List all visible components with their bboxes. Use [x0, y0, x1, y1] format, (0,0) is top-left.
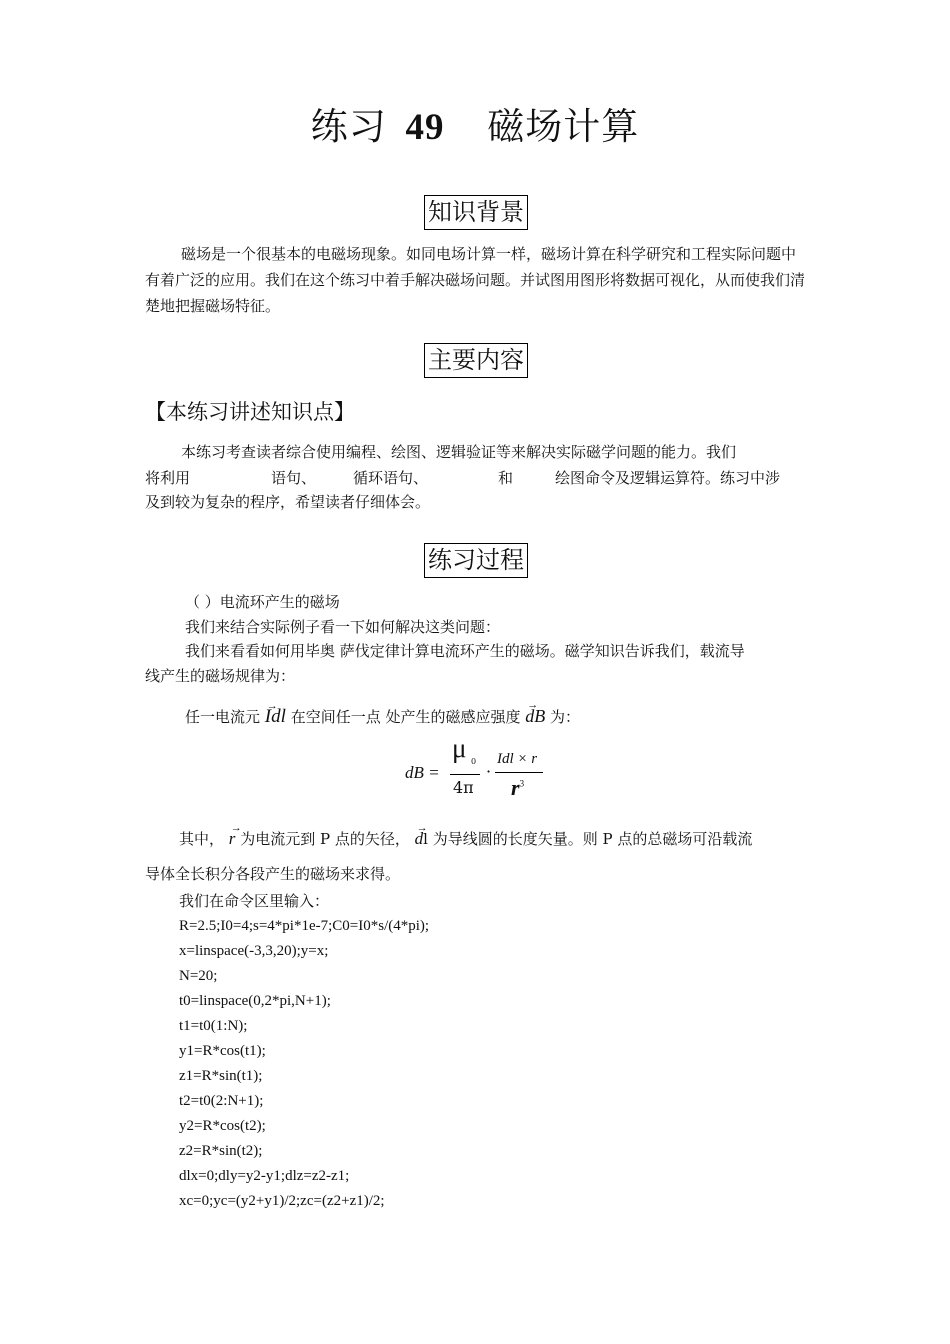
element-text-b: 在空间任一点 处产生的磁感应强度 [290, 708, 521, 726]
where-line-2: 导体全长积分各段产生的磁场来求得。 [145, 865, 401, 883]
where-text-b: 为电流元到 P 点的矢径， [240, 830, 410, 848]
code-line: xc=0;yc=(y2+y1)/2;zc=(z2+z1)/2; [179, 1193, 385, 1209]
code-line: t1=t0(1:N); [179, 1018, 248, 1034]
formula-exponent: 3 [519, 778, 525, 789]
title-prefix: 练习 [310, 105, 387, 148]
code-line: dlx=0;dly=y2-y1;dlz=z2-z1; [179, 1168, 350, 1184]
element-text-a: 任一电流元 [185, 708, 261, 726]
law-line-1: 我们来看看如何用毕奥 萨伐定律计算电流环产生的磁场。磁学知识告诉我们，载流导 [185, 642, 745, 660]
formula-denominator-1: 4π [453, 778, 474, 797]
code-line: y2=R*cos(t2); [179, 1118, 266, 1134]
biot-savart-formula [405, 733, 555, 803]
formula-mu-subscript: 0 [471, 757, 477, 766]
where-text-a: 其中， [179, 830, 225, 848]
code-line: N=20; [179, 968, 218, 984]
input-prompt: 我们在命令区里输入： [179, 892, 330, 910]
where-symbol-d: → d [415, 829, 424, 849]
code-line: t0=linspace(0,2*pi,N+1); [179, 993, 331, 1009]
formula-numerator-2: Idl × r [497, 751, 538, 767]
knowledge-heading: 【本练习讲述知识点】 [145, 400, 355, 424]
title-number: 49 [405, 107, 445, 148]
code-line: t2=t0(2:N+1); [179, 1093, 264, 1109]
process-intro: 我们来结合实际例子看一下如何解决这类问题： [185, 618, 501, 636]
formula-fraction-bar-2 [495, 772, 543, 773]
code-line: z2=R*sin(t2); [179, 1143, 263, 1159]
knowledge-line-2-a: 将利用 [145, 469, 191, 487]
formula-lhs: dB = [405, 763, 440, 782]
law-line-2: 线产生的磁场规律为： [145, 667, 296, 685]
code-line: y1=R*cos(t1); [179, 1043, 266, 1059]
title-text: 磁场计算 [487, 105, 640, 148]
element-symbol-idl: → Idl [265, 707, 286, 727]
where-text-c: l 为导线圆的长度矢量。则 P 点的总磁场可沿载流 [423, 830, 753, 848]
element-symbol-db: → dB [525, 706, 545, 726]
process-item-1: （ ）电流环产生的磁场 [185, 593, 340, 611]
current-element-line [185, 706, 580, 727]
formula-mu: μ [452, 733, 467, 763]
section-heading-content: 主要内容 [424, 343, 528, 378]
code-line: z1=R*sin(t1); [179, 1068, 263, 1084]
knowledge-line-2-c: 循环语句、 [353, 469, 429, 487]
page-title [0, 96, 950, 150]
formula-fraction-bar-1 [450, 774, 480, 775]
background-paragraph: 磁场是一个很基本的电磁场现象。如同电场计算一样，磁场计算在科学研究和工程实际问题中有着广泛的应用。我们在这个练习中着手解决磁场问题。并试图用图形将数据可视化，从而使我们清楚地把握磁场特征。 [145, 245, 806, 315]
formula-denominator-2 [511, 775, 524, 801]
where-line-1 [179, 829, 752, 849]
code-line: x=linspace(-3,3,20);y=x; [179, 943, 329, 959]
element-text-c: 为： [550, 708, 581, 726]
section-heading-background: 知识背景 [424, 195, 528, 230]
where-symbol-r: → r [229, 829, 236, 849]
formula-r: r [511, 775, 520, 800]
knowledge-line-3: 及到较为复杂的程序，希望读者仔细体会。 [145, 493, 431, 511]
code-line: R=2.5;I0=4;s=4*pi*1e-7;C0=I0*s/(4*pi); [179, 918, 430, 934]
section-heading-process: 练习过程 [424, 543, 528, 578]
knowledge-line-1: 本练习考查读者综合使用编程、绘图、逻辑验证等来解决实际磁学问题的能力。我们 [181, 443, 737, 461]
knowledge-line-2-d: 和 [498, 469, 514, 487]
formula-dot: · [486, 762, 492, 781]
knowledge-line-2-b: 语句、 [271, 469, 317, 487]
knowledge-line-2-e: 绘图命令及逻辑运算符。练习中涉 [555, 469, 781, 487]
